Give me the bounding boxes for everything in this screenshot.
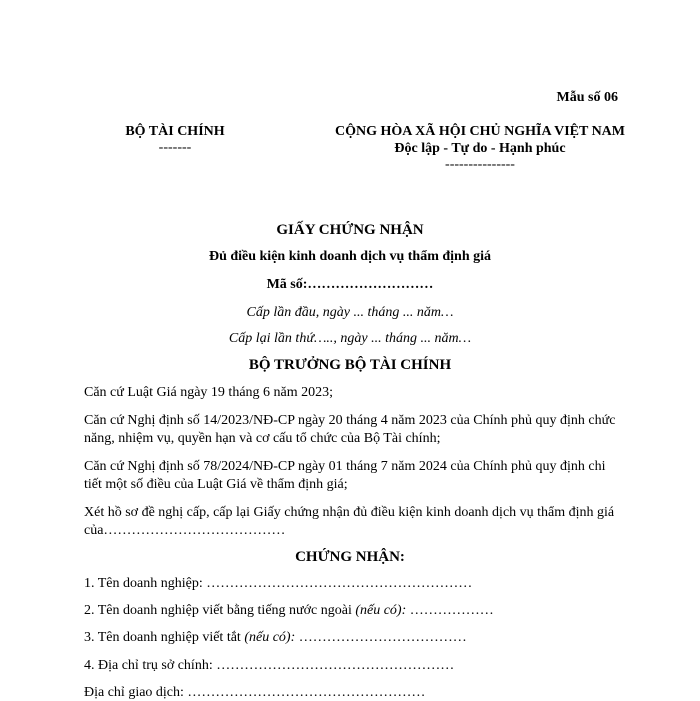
field-short-name-note: (nếu có): <box>244 630 296 645</box>
nation-name: CỘNG HÒA XÃ HỘI CHỦ NGHĨA VIỆT NAM <box>334 124 625 139</box>
legal-basis-paragraph: Căn cứ Nghị định số 78/2024/NĐ-CP ngày 01 tháng 7 năm 2024 của Chính phủ quy định chi tiết một số điều của Luật Giá về thẩm định giá; <box>84 459 606 492</box>
field-transaction-address: Địa chỉ giao dịch: …………………………………………… <box>84 685 426 700</box>
legal-basis-paragraph: Xét hồ sơ đề nghị cấp, cấp lại Giấy chứng nhận đủ điều kiện kinh doanh dịch vụ thẩm định giá của………………………………… <box>84 505 615 538</box>
first-issue-line: Cấp lần đầu, ngày ... tháng ... năm… <box>246 305 454 320</box>
field-short-name-label: 3. Tên doanh nghiệp viết tắt <box>84 630 245 645</box>
legal-basis-paragraph: Căn cứ Nghị định số 14/2023/NĐ-CP ngày 20 tháng 4 năm 2023 của Chính phủ quy định chức năng, nhiệm vụ, quyền hạn và cơ cấu tổ chức của Bộ Tài chính; <box>84 413 616 446</box>
left-header <box>100 124 250 156</box>
field-foreign-name-dots: ……………… <box>406 603 494 618</box>
right-header-rule: --------------- <box>445 157 515 172</box>
ministry-name: BỘ TÀI CHÍNH <box>125 124 225 139</box>
field-foreign-name-note: (nếu có): <box>355 603 407 618</box>
field-company-name: 1. Tên doanh nghiệp: ………………………………………………… <box>84 576 473 591</box>
form-number: Mẫu số 06 <box>556 90 618 105</box>
field-foreign-name-label: 2. Tên doanh nghiệp viết bằng tiếng nước ngoài <box>84 603 356 618</box>
certify-heading: CHỨNG NHẬN: <box>295 549 405 565</box>
document-subtitle: Đủ điều kiện kinh doanh dịch vụ thẩm định giá <box>208 249 492 264</box>
field-short-name <box>84 630 467 646</box>
reissue-line: Cấp lại lần thứ….., ngày ... tháng ... năm… <box>228 331 472 346</box>
nation-motto: Độc lập - Tự do - Hạnh phúc <box>394 141 566 156</box>
issuing-authority: BỘ TRƯỞNG BỘ TÀI CHÍNH <box>248 357 452 373</box>
field-foreign-name <box>84 603 494 619</box>
left-header-rule: ------- <box>158 140 192 155</box>
legal-basis-paragraph: Căn cứ Luật Giá ngày 19 tháng 6 năm 2023; <box>84 385 334 400</box>
document-title: GIẤY CHỨNG NHẬN <box>276 222 424 238</box>
field-short-name-dots: ……………………………… <box>295 630 467 645</box>
certificate-code: Mã số:……………………… <box>266 277 434 292</box>
field-head-office-address: 4. Địa chỉ trụ sở chính: …………………………………………… <box>84 658 455 673</box>
right-header <box>280 124 680 173</box>
